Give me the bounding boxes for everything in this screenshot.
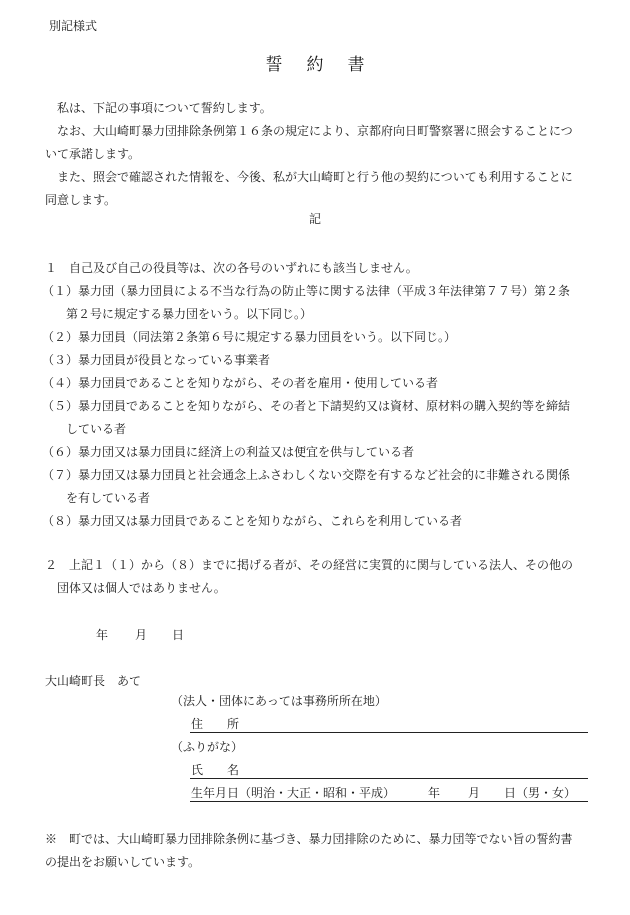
footer-note-line-2: の提出をお願いしています。 [45,855,201,869]
intro-paragraph-3-line-2: 同意します。 [45,193,117,207]
section-1-item-6: （６）暴力団又は暴力団員に経済上の利益又は便宜を供与している者 [42,445,415,459]
section-1-item-7-line-2: を有している者 [42,491,151,505]
intro-paragraph-3-line-1: また、照会で確認された情報を、今後、私が大山崎町と行う他の契約についても利用することに [45,170,573,184]
birthdate-day-gender-field[interactable]: 日（男・女） [504,786,577,800]
birthdate-label: 生年月日（明治・大正・昭和・平成） [191,786,396,800]
corporate-address-note: （法人・団体にあっては事務所所在地） [171,694,387,708]
document-title: 誓約書 [265,55,389,75]
addressee: 大山崎町長 あて [45,674,142,688]
birthdate-year-field[interactable]: 年 [428,786,441,800]
section-1-item-5-line-1: （５）暴力団員であることを知りながら、その者と下請契約又は資材、原材料の購入契約等を締結 [42,399,571,413]
footer-note-line-1: ※ 町では、大山崎町暴力団排除条例に基づき、暴力団排除のために、暴力団等でない旨の誓約書 [45,832,573,846]
form-style-label: 別記様式 [49,19,98,33]
date-year-field[interactable]: 年 [96,628,109,642]
section-1-item-2: （２）暴力団員（同法第２条第６号に規定する暴力団員をいう。以下同じ。） [42,330,457,344]
section-2-line-2: 団体又は個人ではありません。 [45,581,226,595]
section-1-item-4: （４）暴力団員であることを知りながら、その者を雇用・使用している者 [42,376,439,390]
section-1-item-5-line-2: している者 [42,422,127,436]
section-1-item-8: （８）暴力団又は暴力団員であることを知りながら、これらを利用している者 [42,514,463,528]
intro-paragraph-2-line-2: いて承諾します。 [45,147,141,161]
section-1-item-3: （３）暴力団員が役員となっている事業者 [42,353,271,367]
furigana-label: （ふりがな） [171,740,244,754]
intro-paragraph-2-line-1: なお、大山崎町暴力団排除条例第１６条の規定により、京都府向日町警察署に照会することにつ [45,124,573,138]
birthdate-underline [190,801,588,802]
ki-heading: 記 [308,212,321,226]
address-field[interactable]: 住 所 [191,717,240,731]
birthdate-month-field[interactable]: 月 [468,786,481,800]
section-1-heading: １ 自己及び自己の役員等は、次の各号のいずれにも該当しません。 [45,261,418,275]
section-1-item-1-line-1: （１）暴力団（暴力団員による不当な行為の防止等に関する法律（平成３年法律第７７号）第２条 [42,284,571,298]
address-underline [190,732,588,733]
section-1-item-7-line-1: （７）暴力団又は暴力団員と社会通念上ふさわしくない交際を有するなど社会的に非難される関係 [42,468,571,482]
section-1-item-1-line-2: 第２号に規定する暴力団をいう。以下同じ。） [42,307,313,321]
date-month-field[interactable]: 月 [135,628,148,642]
name-field[interactable]: 氏 名 [191,763,240,777]
intro-paragraph-1: 私は、下記の事項について誓約します。 [45,101,272,115]
name-underline [190,778,588,779]
section-2-line-1: ２ 上記１（１）から（８）までに掲げる者が、その経営に実質的に関与している法人、その他の [45,558,574,572]
date-day-field[interactable]: 日 [172,628,185,642]
